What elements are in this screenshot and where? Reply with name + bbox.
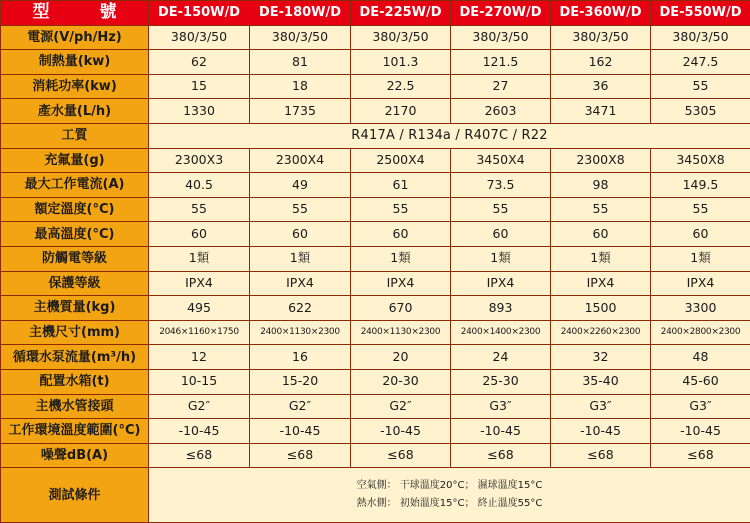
spec-value: 24 (451, 345, 551, 370)
spec-label: 充氟量(g) (1, 148, 149, 173)
spec-label: 保護等級 (1, 271, 149, 296)
spec-value: G2″ (351, 394, 451, 419)
spec-value: 2300X8 (551, 148, 651, 173)
spec-row (1, 369, 750, 394)
spec-value: 2400×2800×2300 (651, 320, 750, 345)
spec-value: 893 (451, 296, 551, 321)
spec-value: ≤68 (250, 443, 351, 468)
spec-value: G2″ (149, 394, 250, 419)
spec-value: 247.5 (651, 50, 750, 75)
spec-value: 3471 (551, 99, 651, 124)
spec-row (1, 345, 750, 370)
model-name-header: DE-360W/D (551, 1, 651, 26)
test-conditions-row (1, 468, 750, 523)
spec-value: 20-30 (351, 369, 451, 394)
spec-value: 1330 (149, 99, 250, 124)
spec-value: 35-40 (551, 369, 651, 394)
spec-label: 工質 (1, 123, 149, 148)
spec-row (1, 394, 750, 419)
spec-value: 1類 (250, 246, 351, 271)
spec-value: 162 (551, 50, 651, 75)
spec-value: 1類 (451, 246, 551, 271)
spec-label: 消耗功率(kw) (1, 74, 149, 99)
spec-value: G3″ (551, 394, 651, 419)
spec-value: 49 (250, 173, 351, 198)
spec-value: 55 (149, 197, 250, 222)
spec-label: 電源(V/ph/Hz) (1, 25, 149, 50)
spec-value: 2046×1160×1750 (149, 320, 250, 345)
test-condition-line: 空氣側： 干球溫度20°C； 濕球溫度15°C (356, 480, 543, 492)
spec-value: 1類 (351, 246, 451, 271)
spec-value: ≤68 (551, 443, 651, 468)
spec-value: 2400×1130×2300 (250, 320, 351, 345)
spec-value: 62 (149, 50, 250, 75)
spec-value: 61 (351, 173, 451, 198)
spec-value: 98 (551, 173, 651, 198)
spec-label: 工作環境溫度範圍(°C) (1, 419, 149, 444)
spec-value: 60 (351, 222, 451, 247)
spec-value: 121.5 (451, 50, 551, 75)
model-name-header: DE-150W/D (149, 1, 250, 26)
spec-value: -10-45 (250, 419, 351, 444)
spec-value: 16 (250, 345, 351, 370)
spec-row (1, 246, 750, 271)
spec-value: 55 (651, 74, 750, 99)
spec-value: 15-20 (250, 369, 351, 394)
spec-value: -10-45 (551, 419, 651, 444)
spec-value: 3450X8 (651, 148, 750, 173)
spec-value: 60 (149, 222, 250, 247)
spec-value: 495 (149, 296, 250, 321)
spec-value: G2″ (250, 394, 351, 419)
spec-value: IPX4 (551, 271, 651, 296)
spec-row (1, 222, 750, 247)
spec-row (1, 271, 750, 296)
spec-value: 380/3/50 (651, 25, 750, 50)
spec-value: 1類 (149, 246, 250, 271)
spec-value: ≤68 (351, 443, 451, 468)
spec-value: IPX4 (149, 271, 250, 296)
spec-label: 循環水泵流量(m³/h) (1, 345, 149, 370)
spec-label: 額定溫度(°C) (1, 197, 149, 222)
spec-value: 3300 (651, 296, 750, 321)
spec-value: 10-15 (149, 369, 250, 394)
spec-label: 最高溫度(°C) (1, 222, 149, 247)
spec-label: 噪聲dB(A) (1, 443, 149, 468)
spec-value: 149.5 (651, 173, 750, 198)
spec-label: 主機水管接頭 (1, 394, 149, 419)
spec-value: 380/3/50 (149, 25, 250, 50)
spec-row (1, 296, 750, 321)
model-name-header: DE-225W/D (351, 1, 451, 26)
spec-value: 60 (250, 222, 351, 247)
spec-value: 55 (451, 197, 551, 222)
spec-value: 27 (451, 74, 551, 99)
spec-value: ≤68 (149, 443, 250, 468)
spec-value: ≤68 (451, 443, 551, 468)
spec-label: 產水量(L/h) (1, 99, 149, 124)
spec-value: 55 (651, 197, 750, 222)
model-name-header: DE-550W/D (651, 1, 750, 26)
spec-value: 48 (651, 345, 750, 370)
spec-value: 622 (250, 296, 351, 321)
spec-value: IPX4 (250, 271, 351, 296)
spec-row (1, 443, 750, 468)
spec-value: 380/3/50 (451, 25, 551, 50)
spec-value: 36 (551, 74, 651, 99)
spec-label: 最大工作電流(A) (1, 173, 149, 198)
spec-row (1, 74, 750, 99)
spec-value: G3″ (651, 394, 750, 419)
spec-value: 2603 (451, 99, 551, 124)
spec-row (1, 148, 750, 173)
spec-label: 主機尺寸(mm) (1, 320, 149, 345)
header-row (1, 1, 750, 26)
spec-value: 2170 (351, 99, 451, 124)
spec-label: 主機質量(kg) (1, 296, 149, 321)
spec-value: 1類 (651, 246, 750, 271)
spec-value: 1500 (551, 296, 651, 321)
spec-value: G3″ (451, 394, 551, 419)
spec-value: IPX4 (351, 271, 451, 296)
spec-label: 防觸電等級 (1, 246, 149, 271)
spec-label: 制熱量(kw) (1, 50, 149, 75)
spec-row (1, 173, 750, 198)
spec-value: 40.5 (149, 173, 250, 198)
spec-value: 101.3 (351, 50, 451, 75)
spec-value: ≤68 (651, 443, 750, 468)
spec-value: 3450X4 (451, 148, 551, 173)
test-conditions-text (357, 477, 543, 513)
spec-value: 2400×1400×2300 (451, 320, 551, 345)
spec-value: 2400×2260×2300 (551, 320, 651, 345)
spec-value: 5305 (651, 99, 750, 124)
spec-row (1, 320, 750, 345)
spec-value: 45-60 (651, 369, 750, 394)
spec-value: 1735 (250, 99, 351, 124)
spec-value: -10-45 (351, 419, 451, 444)
table-body (1, 1, 750, 523)
spec-value: 60 (551, 222, 651, 247)
spec-value: 1類 (551, 246, 651, 271)
spec-value: -10-45 (149, 419, 250, 444)
test-condition-line: 熱水側： 初始溫度15°C； 終止溫度55°C (356, 498, 543, 510)
spec-row (1, 25, 750, 50)
spec-value: 55 (551, 197, 651, 222)
spec-value: 2400×1130×2300 (351, 320, 451, 345)
spec-value: 12 (149, 345, 250, 370)
test-conditions-cell (149, 468, 750, 523)
refrigerant-value: R417A / R134a / R407C / R22 (149, 123, 750, 148)
spec-value: IPX4 (451, 271, 551, 296)
model-name-header: DE-270W/D (451, 1, 551, 26)
spec-row (1, 197, 750, 222)
spec-value: 60 (451, 222, 551, 247)
spec-value: 25-30 (451, 369, 551, 394)
spec-value: -10-45 (651, 419, 750, 444)
spec-value: 670 (351, 296, 451, 321)
test-conditions-label: 測試條件 (1, 468, 149, 523)
spec-value: 32 (551, 345, 651, 370)
spec-value: 18 (250, 74, 351, 99)
spec-value: -10-45 (451, 419, 551, 444)
spec-value: 2300X4 (250, 148, 351, 173)
spec-value: IPX4 (651, 271, 750, 296)
model-type-heading: 型 號 (1, 1, 149, 26)
spec-value: 380/3/50 (351, 25, 451, 50)
spec-value: 60 (651, 222, 750, 247)
spec-value: 73.5 (451, 173, 551, 198)
spec-value: 380/3/50 (551, 25, 651, 50)
spec-value: 55 (250, 197, 351, 222)
spec-value: 380/3/50 (250, 25, 351, 50)
spec-label: 配置水箱(t) (1, 369, 149, 394)
spec-value: 55 (351, 197, 451, 222)
spec-row (1, 50, 750, 75)
spec-row (1, 419, 750, 444)
spec-value: 2300X3 (149, 148, 250, 173)
spec-value: 15 (149, 74, 250, 99)
spec-value: 2500X4 (351, 148, 451, 173)
spec-value: 20 (351, 345, 451, 370)
spec-row (1, 123, 750, 148)
spec-value: 22.5 (351, 74, 451, 99)
spec-value: 81 (250, 50, 351, 75)
model-name-header: DE-180W/D (250, 1, 351, 26)
spec-row (1, 99, 750, 124)
